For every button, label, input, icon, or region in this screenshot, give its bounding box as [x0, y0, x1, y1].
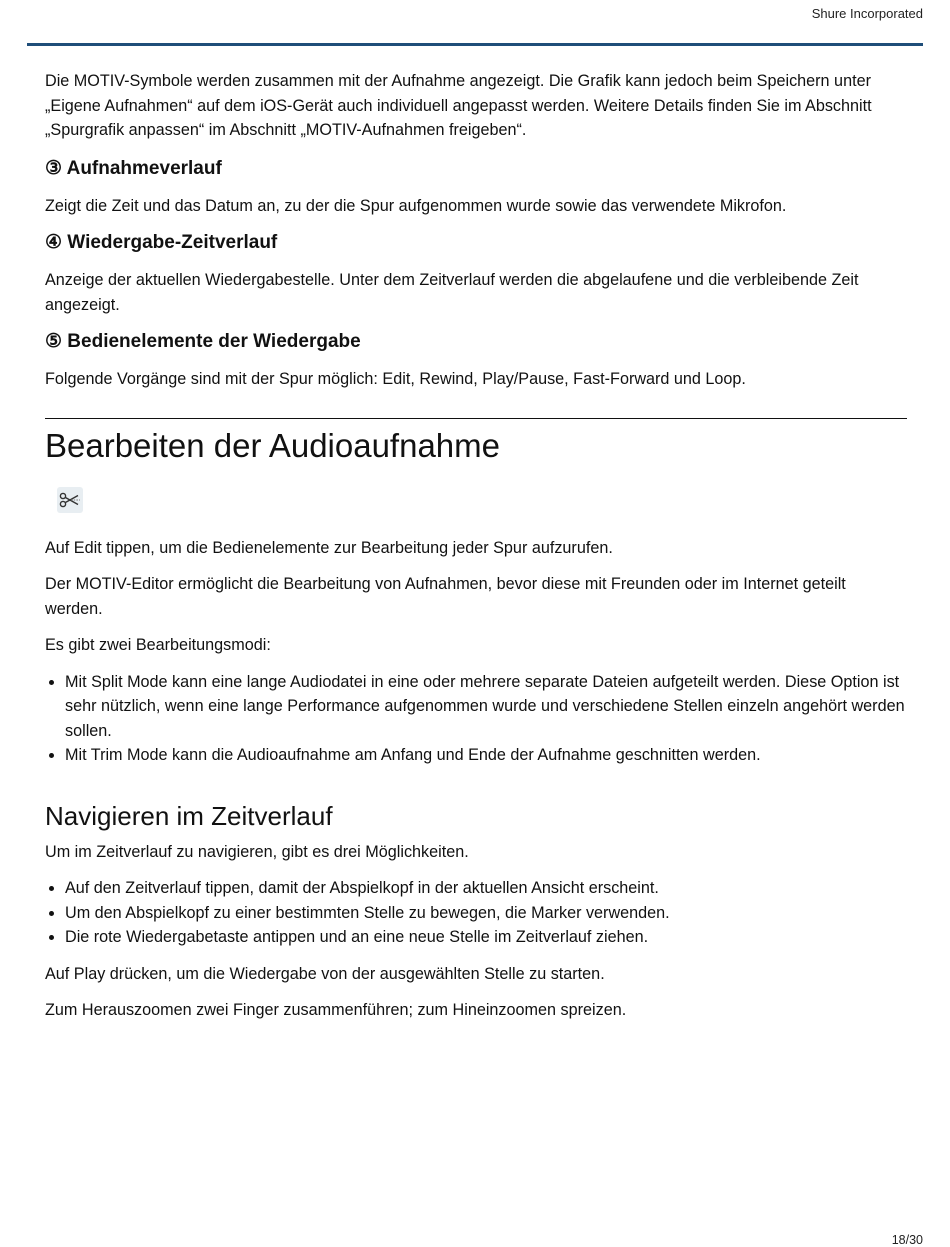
section-text-bedienelemente: Folgende Vorgänge sind mit der Spur möglich: Edit, Rewind, Play/Pause, Fast-Forward und Loop.: [45, 370, 746, 388]
nav-intro: Um im Zeitverlauf zu navigieren, gibt es drei Möglichkeiten.: [45, 842, 469, 861]
list-item: • Um den Abspielkopf zu einer bestimmten Stelle zu bewegen, die Marker verwenden.: [65, 901, 907, 926]
zoom-paragraph: Zum Herauszoomen zwei Finger zusammenführen; zum Hineinzoomen spreizen.: [45, 1001, 627, 1019]
edit-paragraph-1: Auf Edit tippen, um die Bedienelemente zur Bearbeitung jeder Spur aufzurufen.: [45, 538, 613, 557]
list-item: • Auf den Zeitverlauf tippen, damit der Abspielkopf in der aktuellen Ansicht erscheint.: [65, 876, 907, 901]
nav-options-list: [45, 876, 907, 950]
scissors-icon: [57, 487, 83, 513]
nav-section-title: Navigieren im Zeitverlauf: [45, 800, 333, 831]
section-heading-wiedergabe-zeitverlauf: ④ Wiedergabe-Zeitverlauf: [45, 232, 278, 253]
section-divider: [45, 418, 907, 419]
list-item: • Mit Trim Mode kann die Audioaufnahme am Anfang und Ende der Aufnahme geschnitten werden.: [65, 743, 907, 768]
header-rule: [27, 43, 923, 46]
edit-section-title: Bearbeiten der Audioaufnahme: [45, 426, 501, 464]
edit-paragraph-2: Der MOTIV-Editor ermöglicht die Bearbeitung von Aufnahmen, bevor diese mit Freunden oder im Internet geteilt werden.: [45, 575, 846, 618]
intro-paragraph: Die MOTIV-Symbole werden zusammen mit der Aufnahme angezeigt. Die Grafik kann jedoch beim Speichern unter „Eigene Aufnahmen“ auf dem iOS-Gerät auch individuell angepasst werden. Weitere Details finden Sie im Abschnitt „Spurgrafik anpassen“ im Abschnitt „MOTIV-Aufnahmen freigeben“.: [45, 72, 872, 139]
section-text-wiedergabe-zeitverlauf: Anzeige der aktuellen Wiedergabestelle. Unter dem Zeitverlauf werden die abgelaufene und die verbleibende Zeit angezeigt.: [45, 271, 859, 314]
section-heading-aufnahmeverlauf: ③ Aufnahmeverlauf: [45, 157, 222, 179]
section-text-aufnahmeverlauf: Zeigt die Zeit und das Datum an, zu der die Spur aufgenommen wurde sowie das verwendete Mikrofon.: [45, 196, 787, 215]
list-item: • Mit Split Mode kann eine lange Audiodatei in eine oder mehrere separate Dateien aufgeteilt werden. Diese Option ist sehr nützlich, wenn eine lange Performance aufgenommen wurde und verschiedene Stellen einzeln angehört werden sollen.: [65, 670, 907, 744]
section-heading-bedienelemente: ⑤ Bedienelemente der Wiedergabe: [45, 331, 361, 352]
list-item: • Die rote Wiedergabetaste antippen und an eine neue Stelle im Zeitverlauf ziehen.: [65, 925, 907, 950]
edit-modes-list: [45, 670, 907, 768]
page-number: 18/30: [891, 1233, 923, 1247]
page-content: [45, 69, 907, 1035]
play-paragraph: Auf Play drücken, um die Wiedergabe von der ausgewählten Stelle zu starten.: [45, 964, 605, 983]
company-name: Shure Incorporated: [811, 6, 923, 21]
edit-paragraph-3: Es gibt zwei Bearbeitungsmodi:: [45, 636, 271, 654]
